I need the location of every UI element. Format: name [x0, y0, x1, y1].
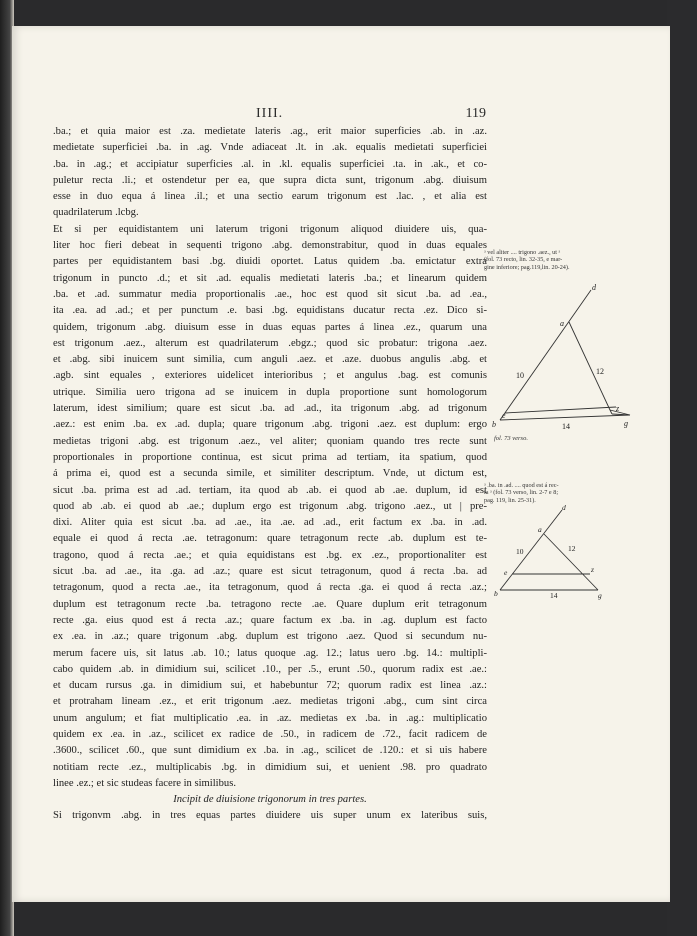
label-e: e: [502, 411, 506, 420]
page-number: 119: [465, 106, 486, 121]
text-line: et .abg. sibi inuicem sunt similia, cum anguli .aez. et .aze. duobus angulis .abg. et: [53, 354, 487, 366]
text-line: medietate superficiei .ba. in .ag. Vnde adiaceat .lt. in .ak. equalis medietati superficiei: [53, 142, 487, 154]
margin-note-line: (fol. 73 recto, lin. 32-35, e mar-: [484, 256, 563, 264]
length-ab: 10: [516, 371, 524, 380]
label-a: a: [538, 525, 542, 534]
label-a: a: [560, 319, 564, 328]
length-ag: 12: [568, 544, 576, 553]
text-line: .3600., scilicet .60., que sunt dimidium ex .ba. in .ag., scilicet de .120.: et si uis habere: [53, 745, 487, 757]
label-e: e: [504, 568, 508, 577]
text-line: á prima ei, quod est a secunda simile, et similiter descriptum. Vnde, ut dictum est,: [53, 468, 487, 480]
label-d: d: [592, 283, 596, 292]
text-line: liter hoc fieri debeat in sequenti trigono .abg. demonstrabitur, quod in duas equales: [53, 240, 487, 252]
triangle-figure-1: [488, 282, 638, 432]
text-line: quod ab .ab. ei quod ab .ae.; duplum ergo est trigonum .abg. trigono .aez., ut | pre-: [53, 500, 487, 512]
text-line: .ba. et .ad. summatur media proportionalis .ae., hoc est quod sit sicut .ba. ad .ea.,: [53, 288, 487, 300]
margin-note-1: [484, 249, 614, 271]
text-line: ex .ea. in .az.; quare trigonum .abg. duplum est trigono .aez. Quod si secundum nu-: [53, 631, 487, 643]
text-line: cabo quidem .ab. in dimidium sui, scilicet .10., per .5., erunt .50., quorum radix est .ae.:: [53, 663, 487, 675]
text-line: unum angulum; et fiat multiplicatio .ea. in .az. medietas ex .ba. in .ag.: multiplicatio: [53, 712, 487, 724]
text-line: tragono, quod á recta .ae.; et quia equidistans est .bg. ex .ez., proportionaliter est: [53, 549, 487, 561]
text-line: est trigonum .aez., alterum est quadrilaterum .ebgz.; quod sic probatur: trigona .aez.: [53, 337, 487, 349]
text-line: merum facere uis, sit latus .ab. 10.; latus quoque .ag. 12.; latus uero .bg. 14.: multipli-: [53, 647, 487, 659]
text-line: .ba. in .ag.; et accipiatur superficies .al. in .kl. equalis superficiei .ta. in .ak., et co-: [53, 158, 487, 170]
label-g: g: [598, 591, 602, 600]
page-header: [12, 106, 486, 124]
line-az: [569, 322, 610, 410]
margin-note-line: ᵃ .ba. in .ad. .... quod est á rec-: [484, 482, 559, 489]
length-ag: 12: [596, 367, 604, 376]
text-line: quadrilaterum .lcbg.: [53, 207, 139, 219]
label-z: z: [616, 404, 620, 413]
text-line: utrique. Similia uero trigona ad se inuicem in dupla proportione sunt homologorum: [53, 386, 487, 398]
text-line: trigonum in puncto .d.; et sit .ad. equalis medietati lateris .ba.; et linearum quidem: [53, 272, 487, 284]
margin-note-2: [484, 482, 614, 504]
text-line: .aez.: est enim .ba. ex .ad. dupla; quare trigonum .abg. trigoni .aez. est duplum: ergo: [53, 419, 487, 431]
label-g: g: [624, 419, 628, 428]
text-line: linee .ez.; et sic studeas facere in similibus.: [53, 777, 236, 789]
text-line: sicut .ba. ad .ae., ita .ga. ad .az.; quare est sicut tetragonum, quod á recta .ba. ad: [53, 566, 487, 578]
label-b: b: [492, 420, 496, 429]
line-bg: [500, 415, 630, 420]
text-line: quidem ex .ea. in .az., scilicet ex radice de .50., in radicem de .72., facit radicem de: [53, 728, 487, 740]
margin-note-line: ᵃ vel aliter .... trigono .aez., ut ᵃ: [484, 249, 561, 256]
label-b: b: [494, 589, 498, 598]
margin-note-line: ta ᵃ (fol. 73 verso, lin. 2-7 e 8;: [484, 489, 559, 497]
text-line: puletur recta .li.; et ostendetur per ea, que supra dicta sunt, trigonum .abg. diuisum: [53, 174, 487, 186]
length-bg: 14: [550, 591, 558, 600]
length-bg: 14: [562, 422, 570, 431]
margin-note-line: gine inferiore; pag.119,lin. 20-24).: [484, 263, 570, 271]
text-line: equale ei quod á recta .ae. tetragonum: quare tetragonum recte .ab. duplum est te-: [53, 533, 487, 545]
triangle-figure-2: [494, 504, 614, 604]
margin-note-line: pag. 119, lin. 25-31).: [484, 496, 536, 504]
line-ag: [544, 534, 598, 590]
folio-reference: fol. 73 verso.: [494, 435, 528, 442]
text-line: .agb. sint equales , exteriores uidelicet interioribus ; et angulus .bag. est comunis: [53, 370, 487, 382]
text-line: .ba.; et quia maior est .za. medietate lateris .ag., erit maior superficies .ab. in .az.: [53, 126, 487, 137]
text-line: laterum, idest similium; quare est sicut .ba. ad .ad., ita trigonum .abg. ad trigonum: [53, 403, 487, 415]
text-line: esse in duo equa á linea .il.; et una sectio earum trigonum est .lac. , et alia est: [53, 191, 487, 203]
text-line: Et si per equidistantem uni laterum trigoni trigonum aliquod diuidere uis, qua-: [53, 223, 487, 235]
main-text: [53, 124, 487, 825]
text-line: recte .ga. eius quod est á recta .az.; quare factum ex .ba. in .ag. duplum est facto: [53, 614, 487, 626]
label-d: d: [562, 503, 566, 512]
scan-background: [667, 0, 697, 936]
text-line: et protraham lineam .ez., et erit trigonum .aez. medietas trigoni .abg., cum sint circa: [53, 696, 487, 708]
chapter-number: IIII.: [256, 106, 284, 121]
text-line: proportionales in proportione continua, est sicut prima ad tertiam, ita spatium, quod: [53, 451, 487, 463]
line-bd: [500, 290, 591, 420]
text-line: partes per equidistantem basi .bg. diuidi oportet. Latus quidem .ba. emictatur extra: [53, 256, 487, 268]
text-line: quidem, trigonum .abg. diuisum esse in duas equas partes á linea .ez., quarum una: [53, 321, 487, 333]
text-line: tetragonum, quod a recta .ae., ita tetragonum, quod á recta .ga. ei quod á recta .az.;: [53, 582, 487, 594]
line-bd: [500, 510, 562, 590]
text-line: medietas trigoni .abg. est trigonum .aez., vel aliter; quoniam quando tres recte sunt: [53, 435, 487, 447]
text-line: duplum est tetragonum recte .ba. tetragono recte .ae. Quare duplum erit tetragonum: [53, 598, 487, 610]
text-line: dixi. Aliter quia est sicut .ba. ad .ae., ita .ae. ad .ad., erit factum ex .ba. in .ad.: [53, 517, 487, 529]
label-z: z: [591, 565, 594, 574]
text-line: Si trigonvm .abg. in tres equas partes diuidere uis super unum ex lateribus suis,: [53, 810, 487, 822]
text-line: et ducam rursus .ga. in dimidium sui, et habebuntur 72; quorum radix est linea .az.:: [53, 680, 487, 692]
length-ab: 10: [516, 547, 524, 556]
line-ez: [505, 407, 616, 413]
text-line: notitiam recte .ez., multiplicabis .bg. in dimidium sui, et uenient .98. pro quadrato: [53, 761, 487, 773]
text-line: sicut .ba. prima est ad .ad. tertiam, ita quod ab .ab. ei quod ab .ae. duplum, id est: [53, 484, 487, 496]
text-line: ita .ea. ad .ad.; et per punctum .e. basi .bg. equidistans ducatur recta .ez. Dico si-: [53, 305, 487, 317]
section-heading: Incipit de diuisione trigonorum in tres partes.: [173, 794, 367, 806]
